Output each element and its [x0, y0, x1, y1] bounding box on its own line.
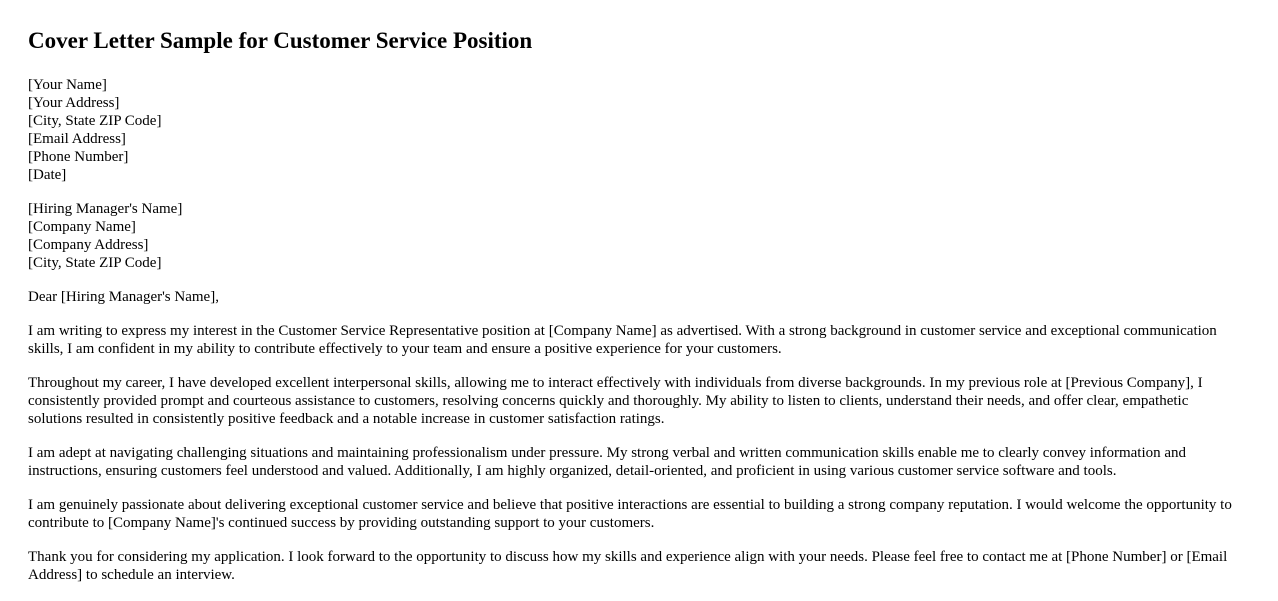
body-paragraph-intro: I am writing to express my interest in the Customer Service Representative position at [Company Name] as advertised. With a strong background in customer service and exceptional communication skills, I am confident in my ability to contribute effectively to your team and ensure a positive experience for your customers.	[28, 323, 1217, 357]
sender-email: [Email Address]	[28, 131, 126, 147]
recipient-company: [Company Name]	[28, 219, 136, 235]
body-paragraph-experience: Throughout my career, I have developed excellent interpersonal skills, allowing me to interact effectively with individuals from diverse backgrounds. In my previous role at [Previous Company], I consistently provided prompt and courteous assistance to customers, resolving concerns quickly and thoroughly. My ability to listen to clients, understand their needs, and offer clear, empathetic solutions resulted in consistently positive feedback and a notable increase in customer satisfaction ratings.	[28, 375, 1203, 427]
body-paragraph-passion: I am genuinely passionate about delivering exceptional customer service and believe that positive interactions are essential to building a strong company reputation. I would welcome the opportunity to contribute to [Company Name]'s continued success by providing outstanding support to your customers.	[28, 497, 1232, 531]
recipient-name: [Hiring Manager's Name]	[28, 201, 183, 217]
sender-address: [Your Address]	[28, 95, 120, 111]
recipient-address: [Company Address]	[28, 237, 149, 253]
body-paragraph-closing: Thank you for considering my application. I look forward to the opportunity to discuss how my skills and experience align with your needs. Please feel free to contact me at [Phone Number] or [Email Address] to schedule an interview.	[28, 549, 1228, 583]
page-title: Cover Letter Sample for Customer Service Position	[28, 28, 533, 53]
salutation: Dear [Hiring Manager's Name],	[28, 289, 219, 305]
letter-date: [Date]	[28, 167, 67, 183]
sender-name: [Your Name]	[28, 77, 107, 93]
body-paragraph-skills: I am adept at navigating challenging situations and maintaining professionalism under pressure. My strong verbal and written communication skills enable me to clearly convey information and instructions, ensuring customers feel understood and valued. Additionally, I am highly organized, detail-oriented, and proficient in using various customer service software and tools.	[28, 445, 1187, 479]
sender-city-state-zip: [City, State ZIP Code]	[28, 113, 162, 129]
recipient-city-state-zip: [City, State ZIP Code]	[28, 255, 162, 271]
recipient-address-block	[28, 200, 1250, 272]
sender-address-block	[28, 76, 1250, 184]
sender-phone: [Phone Number]	[28, 149, 129, 165]
